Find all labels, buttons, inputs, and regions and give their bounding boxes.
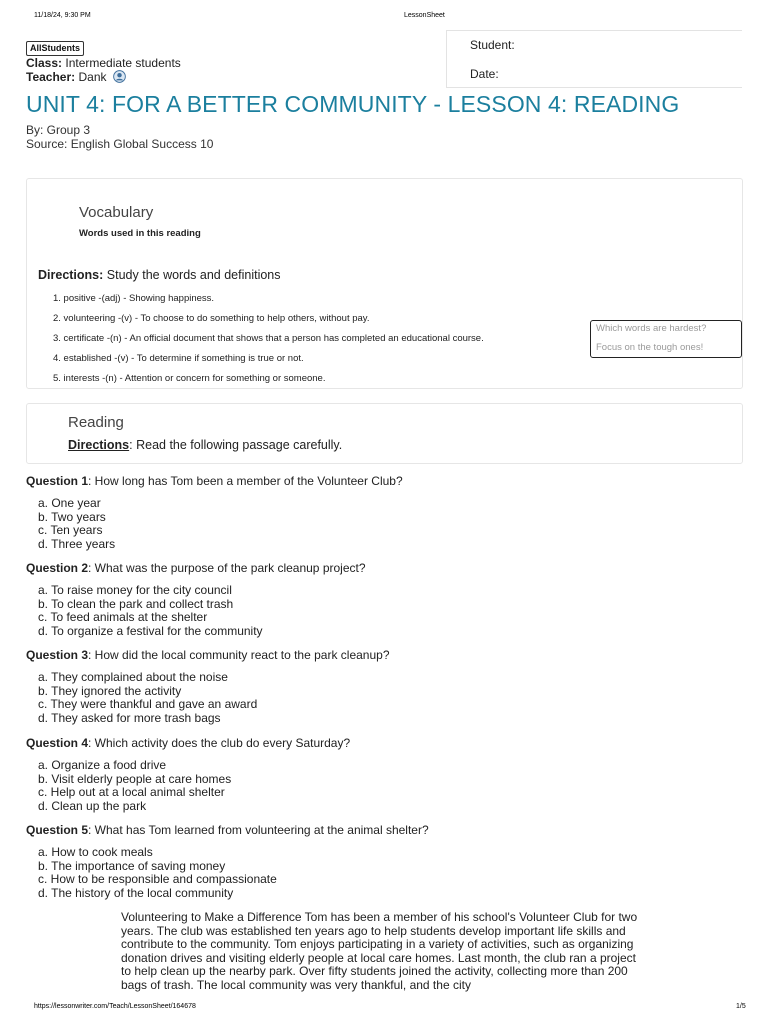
question-label: Question 3 bbox=[26, 648, 89, 662]
lesson-meta bbox=[26, 123, 213, 151]
answer-option: a. Organize a food drive bbox=[38, 758, 167, 772]
reading-directions-label: Directions bbox=[68, 438, 130, 452]
vocabulary-item: 3. certificate -(n) - An official document that shows that a person has completed an educational course. bbox=[53, 333, 484, 344]
author-line: By: Group 3 bbox=[26, 123, 91, 137]
answer-option: d. To organize a festival for the community bbox=[38, 623, 263, 638]
class-line bbox=[26, 56, 426, 70]
teacher-line bbox=[26, 70, 426, 84]
answer-option: a. To raise money for the city council bbox=[38, 583, 232, 597]
question-text bbox=[26, 648, 726, 662]
tip-note bbox=[590, 320, 742, 358]
question-2 bbox=[26, 561, 726, 638]
question-prompt: : What was the purpose of the park cleanup project? bbox=[88, 561, 366, 575]
question-label: Question 2 bbox=[26, 561, 89, 575]
vocabulary-list bbox=[53, 293, 484, 393]
answer-option: b. Two years bbox=[38, 509, 106, 524]
answer-option: d. Three years bbox=[38, 536, 116, 551]
question-text bbox=[26, 736, 726, 750]
reading-passage: Volunteering to Make a Difference Tom has been a member of his school's Volunteer Club for two years. The club was established ten years ago to help students develop important life skills and contribute to the community. Tom enjoys participating in a variety of activities, such as organizing donation drives and visiting elderly people at local care homes. Last month, the club ran a project to help clean up the nearby park. Over fifty students joined the activity, collecting more than 200 bags of trash. The local community was very thankful, and the city bbox=[121, 910, 638, 992]
vocabulary-subtitle: Words used in this reading bbox=[79, 228, 201, 239]
answer-options bbox=[38, 759, 726, 813]
question-text bbox=[26, 823, 726, 837]
class-value: Intermediate students bbox=[65, 56, 181, 70]
vocabulary-item: 1. positive -(adj) - Showing happiness. bbox=[53, 293, 215, 304]
question-label: Question 1 bbox=[26, 474, 89, 488]
tip-line-1: Which words are hardest? bbox=[596, 323, 707, 334]
print-date: 11/18/24, 9:30 PM bbox=[34, 12, 91, 19]
answer-options bbox=[38, 671, 726, 725]
question-prompt: : Which activity does the club do every Saturday? bbox=[88, 736, 351, 750]
page-url: https://lessonwriter.com/Teach/LessonSheet/164678 bbox=[34, 1003, 196, 1010]
answer-option: b. Visit elderly people at care homes bbox=[38, 771, 232, 786]
teacher-value: Dank bbox=[78, 70, 107, 84]
question-1 bbox=[26, 474, 726, 551]
answer-option: c. Help out at a local animal shelter bbox=[38, 785, 225, 799]
reading-title: Reading bbox=[68, 414, 124, 431]
teacher-label: Teacher: bbox=[26, 70, 76, 84]
teacher-avatar-icon bbox=[113, 70, 126, 83]
print-header bbox=[0, 12, 768, 22]
answer-option: b. They ignored the activity bbox=[38, 683, 182, 698]
answer-option: d. They asked for more trash bags bbox=[38, 710, 221, 725]
vocabulary-directions-text: Study the words and definitions bbox=[106, 268, 281, 282]
question-prompt: : How long has Tom been a member of the Volunteer Club? bbox=[88, 474, 403, 488]
question-prompt: : How did the local community react to the park cleanup? bbox=[88, 648, 390, 662]
reading-directions bbox=[68, 438, 342, 452]
answer-option: a. How to cook meals bbox=[38, 845, 153, 859]
answer-option: a. One year bbox=[38, 496, 101, 510]
reading-section bbox=[26, 403, 743, 464]
print-title: LessonSheet bbox=[404, 12, 445, 19]
answer-option: c. They were thankful and gave an award bbox=[38, 697, 258, 711]
vocabulary-directions bbox=[38, 268, 281, 282]
question-text bbox=[26, 561, 726, 575]
answer-option: b. To clean the park and collect trash bbox=[38, 596, 234, 611]
date-label: Date: bbox=[470, 67, 499, 81]
page-number: 1/5 bbox=[736, 1003, 746, 1010]
answer-options bbox=[38, 846, 726, 900]
reading-directions-text: : Read the following passage carefully. bbox=[129, 438, 343, 452]
source-line: Source: English Global Success 10 bbox=[26, 137, 214, 151]
question-text bbox=[26, 474, 726, 488]
answer-option: a. They complained about the noise bbox=[38, 670, 228, 684]
vocabulary-title: Vocabulary bbox=[79, 204, 154, 221]
answer-options bbox=[38, 584, 726, 638]
question-5 bbox=[26, 823, 726, 900]
vocabulary-item: 2. volunteering -(v) - To choose to do something to help others, without pay. bbox=[53, 313, 370, 324]
vocabulary-item: 4. established -(v) - To determine if something is true or not. bbox=[53, 353, 304, 364]
question-label: Question 5 bbox=[26, 823, 89, 837]
vocabulary-directions-label: Directions: bbox=[38, 268, 104, 282]
lesson-info bbox=[26, 38, 426, 84]
answer-option: c. How to be responsible and compassionate bbox=[38, 872, 277, 886]
question-3 bbox=[26, 648, 726, 725]
question-label: Question 4 bbox=[26, 736, 89, 750]
vocabulary-item: 5. interests -(n) - Attention or concern for something or someone. bbox=[53, 373, 326, 384]
answer-options bbox=[38, 497, 726, 551]
page-title: UNIT 4: FOR A BETTER COMMUNITY - LESSON 4: READING bbox=[26, 91, 680, 117]
class-label: Class: bbox=[26, 56, 63, 70]
tip-line-2: Focus on the tough ones! bbox=[596, 342, 704, 353]
student-label: Student: bbox=[470, 38, 515, 52]
audience-badge: AllStudents bbox=[26, 41, 84, 56]
student-date-box bbox=[446, 30, 742, 88]
answer-option: d. The history of the local community bbox=[38, 885, 234, 900]
question-4 bbox=[26, 736, 726, 813]
answer-option: b. The importance of saving money bbox=[38, 858, 226, 873]
answer-option: d. Clean up the park bbox=[38, 798, 147, 813]
answer-option: c. Ten years bbox=[38, 523, 103, 537]
answer-option: c. To feed animals at the shelter bbox=[38, 610, 208, 624]
question-prompt: : What has Tom learned from volunteering at the animal shelter? bbox=[88, 823, 429, 837]
